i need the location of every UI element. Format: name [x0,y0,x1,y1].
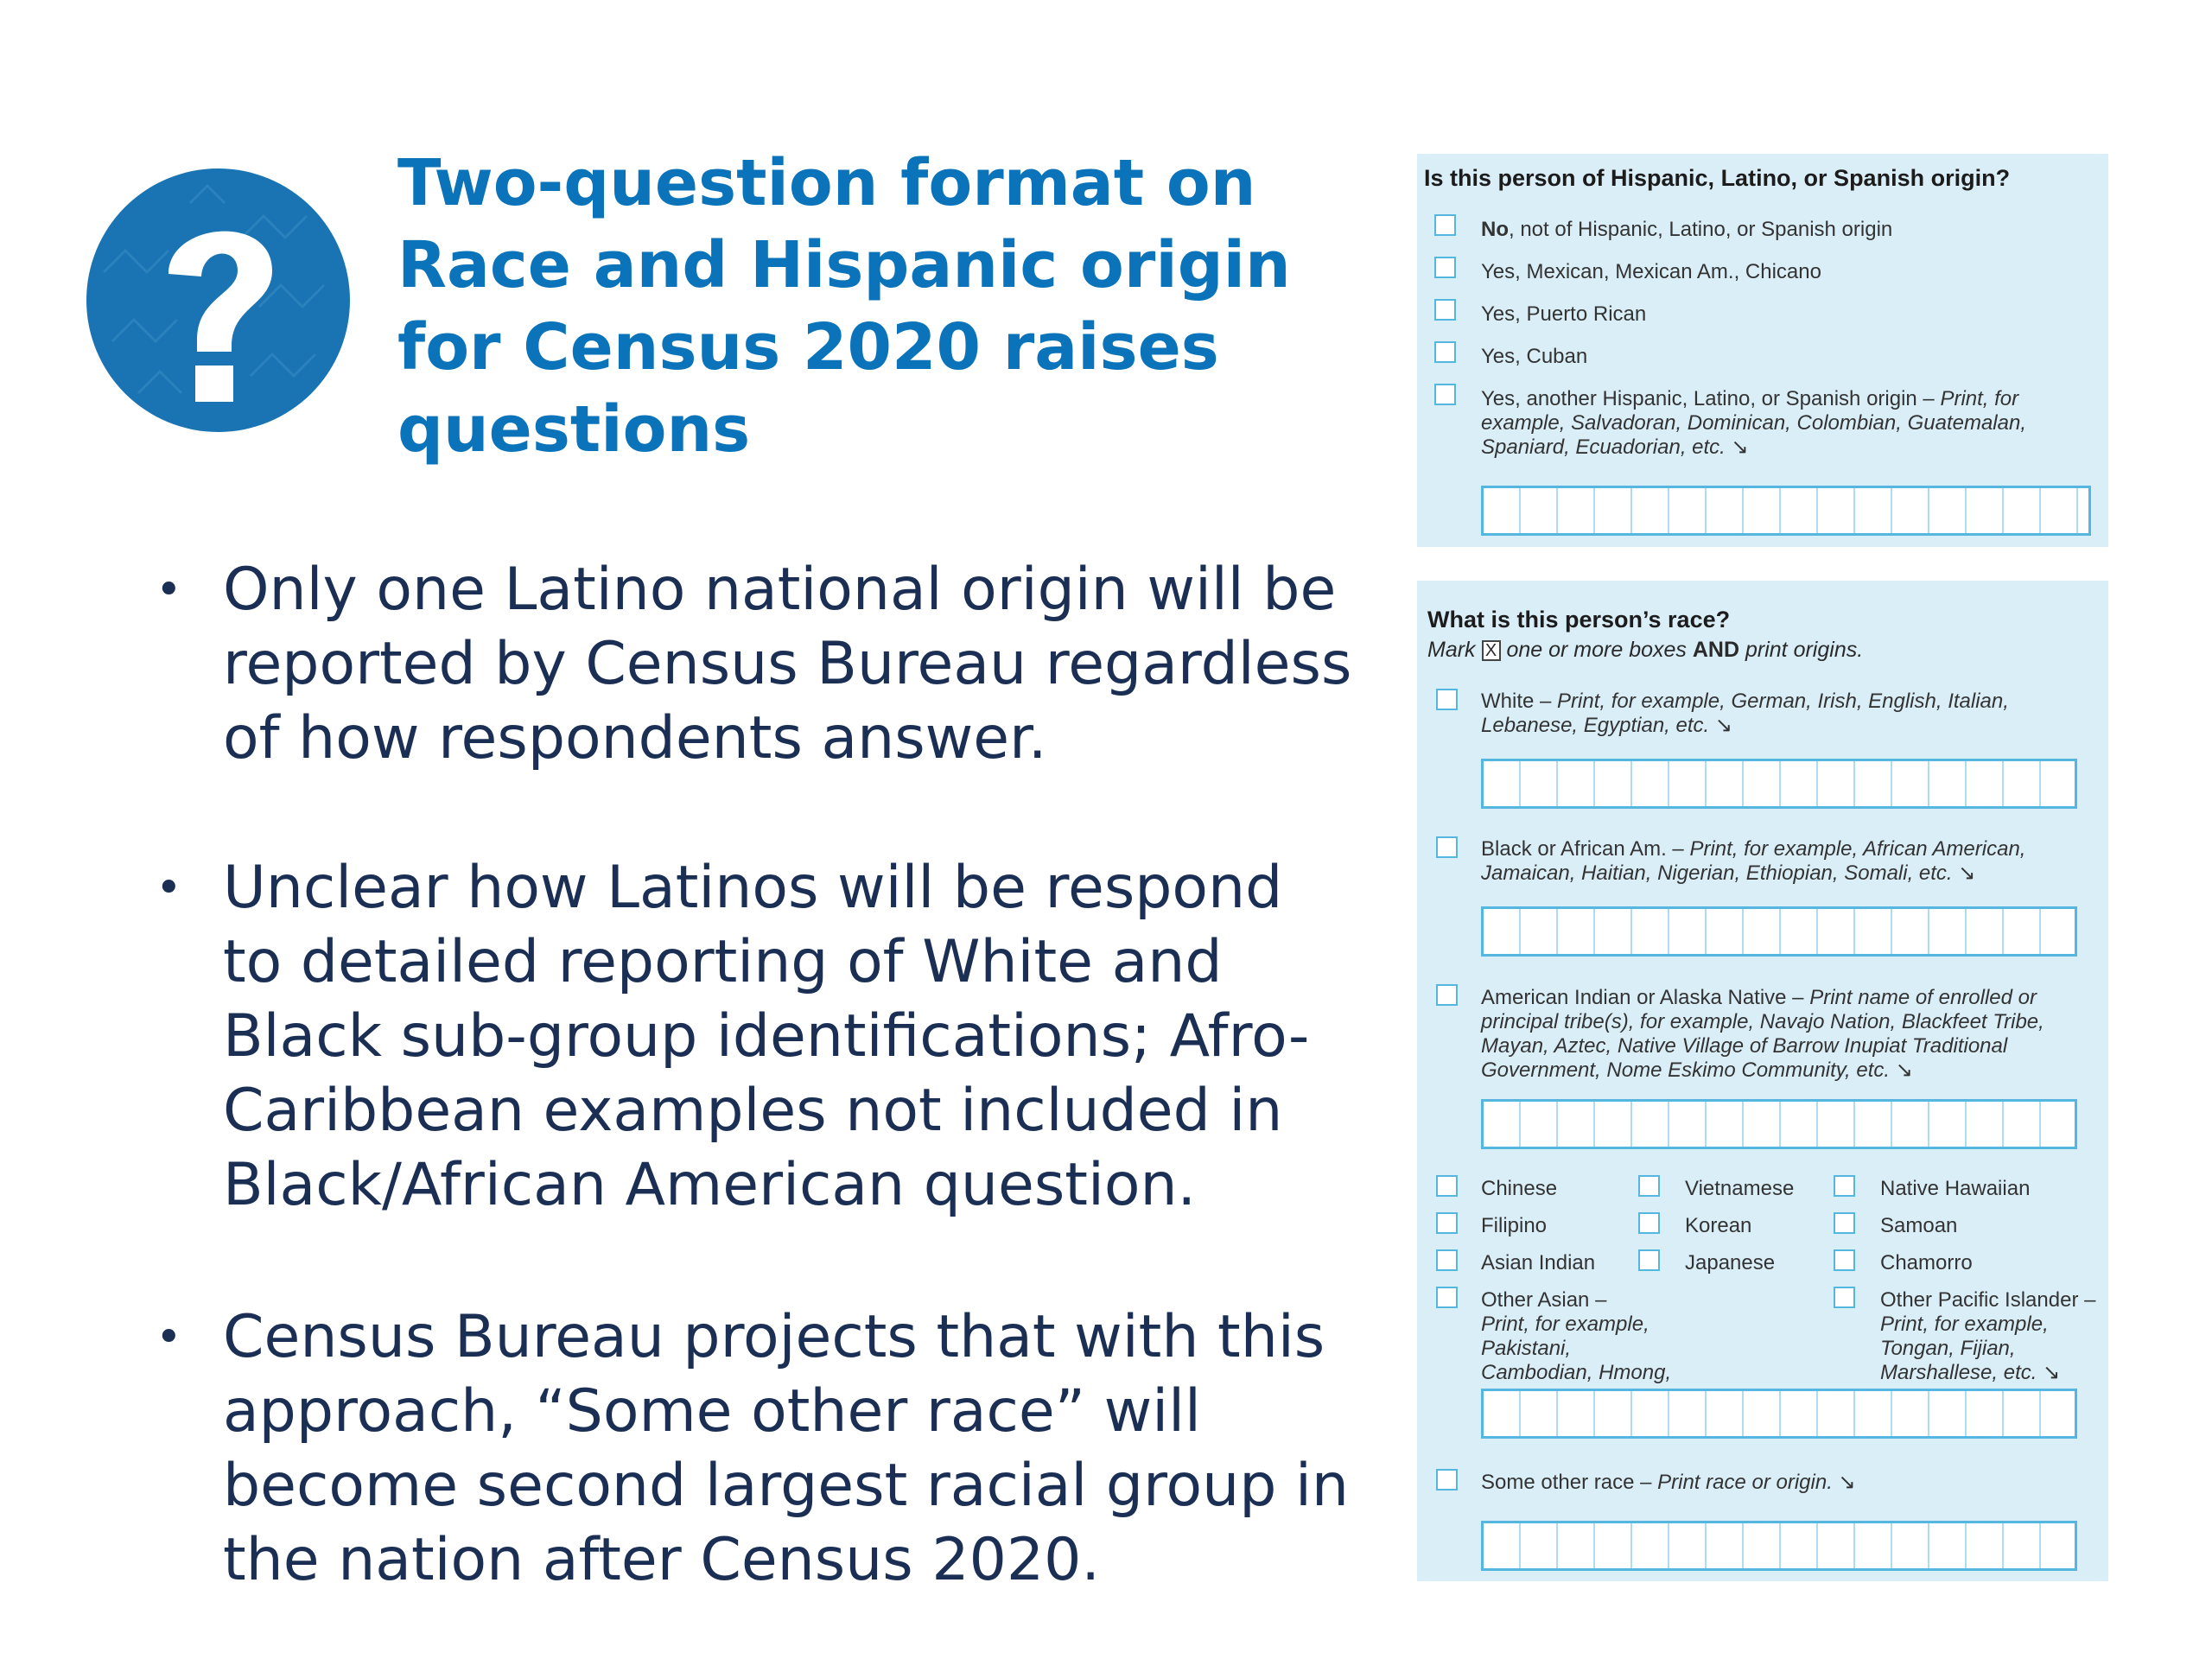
option-black: Black or African Am. – Print, for example, African American, Jamaican, Haitian, Nigerian, Ethiopian, Somali, etc. ↘ [1481,837,2026,885]
checkbox-white[interactable] [1436,689,1458,710]
bullet-dot: • [156,1312,182,1363]
checkbox-asian-indian[interactable] [1436,1249,1458,1271]
option-native-hawaiian: Native Hawaiian [1880,1177,2031,1200]
checkbox-chinese[interactable] [1436,1175,1458,1197]
checkbox-no[interactable] [1434,214,1456,236]
race-form [1417,581,2108,1581]
option-american-indian: American Indian or Alaska Native – Print name of enrolled or principal tribe(s), for example, Navajo Nation, Blackfeet Tribe, Mayan, Aztec, Native Village of Barrow Inupiat Traditional Government, Nome Eskimo Community, etc. ↘ [1481,986,2044,1082]
hispanic-origin-write-in[interactable] [1481,486,2091,536]
option-other-asian: Other Asian – Print, for example, Pakistani, Cambodian, Hmong, [1481,1288,1680,1409]
bullet-text: Census Bureau projects that with this approach, “Some other race” will become second largest racial group in the nation after Census 2020. [223,1303,1350,1594]
option-japanese: Japanese [1685,1251,1776,1274]
checkbox-cuban[interactable] [1434,341,1456,363]
bullet-item [147,553,1355,776]
checkbox-native-hawaiian[interactable] [1834,1175,1855,1197]
checkbox-another-hispanic[interactable] [1434,384,1456,405]
print-arrow-icon: ↘ [1731,435,1749,459]
race-instructions: Mark X one or more boxes AND print origins. [1427,638,1864,662]
checkbox-vietnamese[interactable] [1638,1175,1660,1197]
hispanic-question: Is this person of Hispanic, Latino, or Spanish origin? [1424,165,2011,191]
question-mark-icon [86,168,350,432]
print-arrow-icon: ↘ [1895,1058,1913,1082]
black-write-in[interactable] [1481,906,2077,957]
checkbox-korean[interactable] [1638,1212,1660,1234]
checkbox-puerto-rican[interactable] [1434,299,1456,321]
bullet-item [147,851,1355,1223]
checkbox-samoan[interactable] [1834,1212,1855,1234]
some-other-race-write-in[interactable] [1481,1521,2077,1571]
white-write-in[interactable] [1481,759,2077,809]
option-chinese: Chinese [1481,1177,1558,1200]
option-chamorro: Chamorro [1880,1251,1973,1274]
option-korean: Korean [1685,1214,1752,1237]
bullet-dot: • [156,564,182,616]
checkbox-filipino[interactable] [1436,1212,1458,1234]
option-asian-indian: Asian Indian [1481,1251,1596,1274]
print-arrow-icon: ↘ [1958,861,1976,885]
option-samoan: Samoan [1880,1214,1958,1237]
checkbox-mexican[interactable] [1434,257,1456,278]
checkbox-some-other-race[interactable] [1436,1469,1458,1491]
option-other-pacific-islander: Other Pacific Islander – Print, for example, Tongan, Fijian, Marshallese, etc. ↘ [1880,1288,2096,1384]
option-filipino: Filipino [1481,1214,1548,1237]
bullet-text: Unclear how Latinos will be respond to detailed reporting of White and Black sub-group identifications; Afro-Caribbean examples not included in Black/African American question. [223,854,1310,1219]
option-another-hispanic: Yes, another Hispanic, Latino, or Spanish origin – Print, for example, Salvadoran, Dominican, Colombian, Guatemalan, Spaniard, Ecuadorian, etc. ↘ [1481,387,2026,459]
bullet-text: Only one Latino national origin will be reported by Census Bureau regardless of how respondents answer. [223,556,1352,772]
option-mexican: Yes, Mexican, Mexican Am., Chicano [1481,260,1821,283]
checkbox-chamorro[interactable] [1834,1249,1855,1271]
checkbox-other-pacific-islander[interactable] [1834,1287,1855,1308]
bullet-item [147,1300,1355,1598]
option-vietnamese: Vietnamese [1685,1177,1795,1200]
asian-pacific-write-in[interactable] [1481,1389,2077,1439]
hispanic-origin-form [1417,154,2108,547]
slide-title: Two-question format on Race and Hispanic origin for Census 2020 raises questions [397,146,1291,467]
option-some-other-race: Some other race – Print race or origin. ↘ [1481,1471,1856,1494]
print-arrow-icon: ↘ [2043,1361,2061,1384]
x-mark-icon: X [1482,640,1501,661]
print-arrow-icon: ↘ [1714,714,1732,737]
checkbox-american-indian[interactable] [1436,984,1458,1006]
checkbox-black[interactable] [1436,836,1458,858]
bullet-dot: • [156,862,182,914]
checkbox-japanese[interactable] [1638,1249,1660,1271]
race-question: What is this person’s race? [1427,607,1731,632]
print-arrow-icon: ↘ [1838,1471,1856,1494]
option-puerto-rican: Yes, Puerto Rican [1481,302,1647,326]
checkbox-other-asian[interactable] [1436,1287,1458,1308]
option-no: No, not of Hispanic, Latino, or Spanish origin [1481,218,1893,241]
option-white: White – Print, for example, German, Irish, English, Italian, Lebanese, Egyptian, etc. ↘ [1481,690,2009,737]
option-cuban: Yes, Cuban [1481,345,1588,368]
american-indian-write-in[interactable] [1481,1099,2077,1149]
